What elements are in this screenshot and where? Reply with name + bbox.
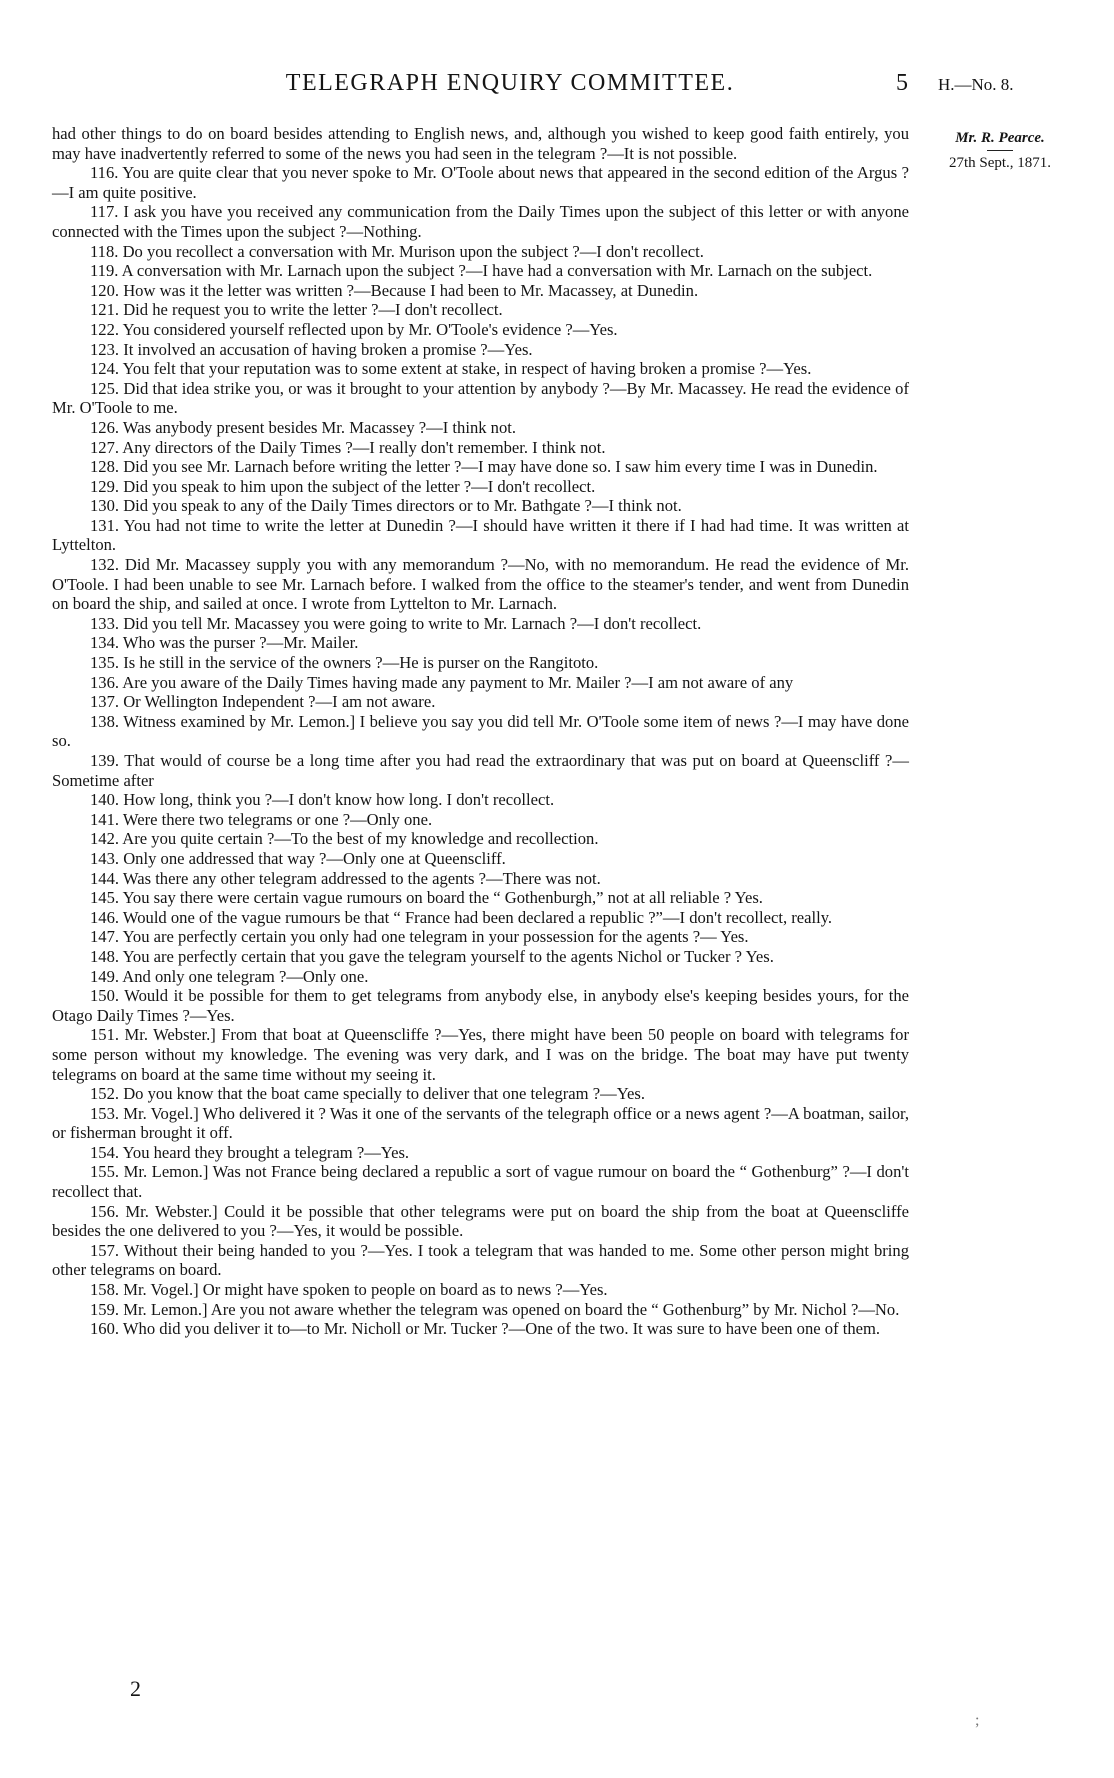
question-147: 147. You are perfectly certain you only had one telegram in your possession for the agents ?— Yes.: [90, 927, 749, 947]
question-121: 121. Did he request you to write the letter ?—I don't recollect.: [90, 300, 503, 320]
question-153: 153. Mr. Vogel.] Who delivered it ? Was it one of the servants of the telegraph office or a news agent ?—A boatman, sailor, or fisherman brought it off.: [52, 1103, 909, 1143]
question-131: 131. You had not time to write the letter at Dunedin ?—I should have written it there if I had had time. It was written at Lyttelton.: [52, 515, 909, 555]
testimony-body: [52, 124, 909, 1339]
question-160: 160. Who did you deliver it to—to Mr. Nicholl or Mr. Tucker ?—One of the two. It was sure to have been one of them.: [90, 1319, 881, 1339]
page-title: TELEGRAPH ENQUIRY COMMITTEE.: [285, 70, 735, 96]
question-126: 126. Was anybody present besides Mr. Macassey ?—I think not.: [90, 417, 517, 437]
question-135: 135. Is he still in the service of the owners ?—He is purser on the Rangitoto.: [90, 653, 599, 673]
margin-mark: ;: [975, 1712, 980, 1729]
paragraph-continued: had other things to do on board besides attending to English news, and, although you wished to keep good faith entirely, you may have inadvertently referred to some of the news you had seen in the telegram ?—It is not possible.: [52, 124, 909, 163]
question-137: 137. Or Wellington Independent ?—I am not aware.: [90, 692, 436, 712]
question-155: 155. Mr. Lemon.] Was not France being declared a republic a sort of vague rumour on board the “ Gothenburg” ?—I don't recollect that.: [52, 1162, 909, 1202]
question-148: 148. You are perfectly certain that you gave the telegram yourself to the agents Nichol or Tucker ? Yes.: [90, 946, 774, 966]
question-158: 158. Mr. Vogel.] Or might have spoken to people on board as to news ?—Yes.: [90, 1280, 608, 1300]
question-152: 152. Do you know that the boat came specially to deliver that one telegram ?—Yes.: [90, 1084, 645, 1104]
question-132: 132. Did Mr. Macassey supply you with any memorandum ?—No, with no memorandum. He read the evidence of Mr. O'Toole. I had been unable to see Mr. Larnach before. I walked from the office to the steamer's tender, and went from Dunedin on board the ship, and sailed at once. I wrote from Lyttelton to Mr. Larnach.: [52, 555, 909, 614]
question-130: 130. Did you speak to any of the Daily Times directors or to Mr. Bathgate ?—I think not.: [90, 496, 682, 516]
question-141: 141. Were there two telegrams or one ?—Only one.: [90, 809, 433, 829]
question-116: 116. You are quite clear that you never spoke to Mr. O'Toole about news that appeared in the second edition of the Argus ?—I am quite positive.: [52, 163, 909, 202]
question-120: 120. How was it the letter was written ?—Because I had been to Mr. Macassey, at Dunedin.: [90, 280, 699, 300]
question-129: 129. Did you speak to him upon the subject of the letter ?—I don't recollect.: [90, 476, 596, 496]
question-128: 128. Did you see Mr. Larnach before writing the letter ?—I may have done so. I saw him every time I was in Dunedin.: [90, 457, 878, 477]
margin-divider: [987, 150, 1013, 151]
question-149: 149. And only one telegram ?—Only one.: [90, 966, 369, 986]
question-124: 124. You felt that your reputation was to some extent at stake, in respect of having broken a promise ?—Yes.: [90, 359, 812, 379]
question-140: 140. How long, think you ?—I don't know how long. I don't recollect.: [90, 790, 555, 810]
question-150: 150. Would it be possible for them to get telegrams from anybody else, in anybody else's keeping besides yours, for the Otago Daily Times ?—Yes.: [52, 986, 909, 1025]
question-139: 139. That would of course be a long time after you had read the extraordinary that was put on board at Queenscliff ?—Sometime after: [52, 751, 909, 790]
question-123: 123. It involved an accusation of having broken a promise ?—Yes.: [90, 339, 533, 359]
question-125: 125. Did that idea strike you, or was it brought to your attention by anybody ?—By Mr. Macassey. He read the evidence of Mr. O'Toole to me.: [52, 378, 909, 418]
question-151: 151. Mr. Webster.] From that boat at Queenscliffe ?—Yes, there might have been 50 people on board with telegrams for some person without my knowledge. The evening was very dark, and I was on the bridge. The boat may have put twenty telegrams on board at the same time without my seeing it.: [52, 1025, 909, 1084]
question-136: 136. Are you aware of the Daily Times having made any payment to Mr. Mailer ?—I am not aware of any: [90, 672, 794, 692]
question-119: 119. A conversation with Mr. Larnach upon the subject ?—I have had a conversation with Mr. Larnach on the subject.: [90, 261, 873, 281]
question-159: 159. Mr. Lemon.] Are you not aware whether the telegram was opened on board the “ Gothenburg” by Mr. Nichol ?—No.: [90, 1299, 900, 1319]
margin-note: [920, 128, 1080, 173]
question-156: 156. Mr. Webster.] Could it be possible that other telegrams were put on board the ship from the boat at Queenscliffe besides the one delivered to you ?—Yes, it would be possible.: [52, 1201, 909, 1241]
question-133: 133. Did you tell Mr. Macassey you were going to write to Mr. Larnach ?—I don't recollect.: [90, 613, 702, 633]
witness-name: Mr. R. Pearce.: [955, 130, 1045, 146]
question-157: 157. Without their being handed to you ?—Yes. I took a telegram that was handed to me. Some other person might bring other telegrams on board.: [52, 1240, 909, 1280]
question-142: 142. Are you quite certain ?—To the best of my knowledge and recollection.: [90, 829, 599, 849]
page-number: 5: [896, 70, 908, 96]
testimony-date: 27th Sept., 1871.: [948, 155, 1052, 171]
question-138: 138. Witness examined by Mr. Lemon.] I believe you say you did tell Mr. O'Toole some item of news ?—I may have done so.: [52, 711, 909, 751]
question-127: 127. Any directors of the Daily Times ?—I really don't remember. I think not.: [90, 437, 606, 457]
question-117: 117. I ask you have you received any communication from the Daily Times upon the subject of this letter or with anyone connected with the Times upon the subject ?—Nothing.: [52, 202, 909, 241]
signature-mark: 2: [130, 1676, 141, 1701]
question-144: 144. Was there any other telegram addressed to the agents ?—There was not.: [90, 868, 601, 888]
document-reference: H.—No. 8.: [938, 75, 1014, 94]
question-143: 143. Only one addressed that way ?—Only one at Queenscliff.: [90, 848, 506, 868]
question-118: 118. Do you recollect a conversation with Mr. Murison upon the subject ?—I don't recollect.: [90, 241, 704, 261]
question-134: 134. Who was the purser ?—Mr. Mailer.: [90, 633, 359, 653]
question-122: 122. You considered yourself reflected upon by Mr. O'Toole's evidence ?—Yes.: [90, 319, 618, 339]
question-146: 146. Would one of the vague rumours be that “ France had been declared a republic ?”—I don't recollect, really.: [90, 907, 833, 927]
question-145: 145. You say there were certain vague rumours on board the “ Gothenburgh,” not at all reliable ? Yes.: [90, 888, 763, 908]
question-154: 154. You heard they brought a telegram ?—Yes.: [90, 1142, 410, 1162]
